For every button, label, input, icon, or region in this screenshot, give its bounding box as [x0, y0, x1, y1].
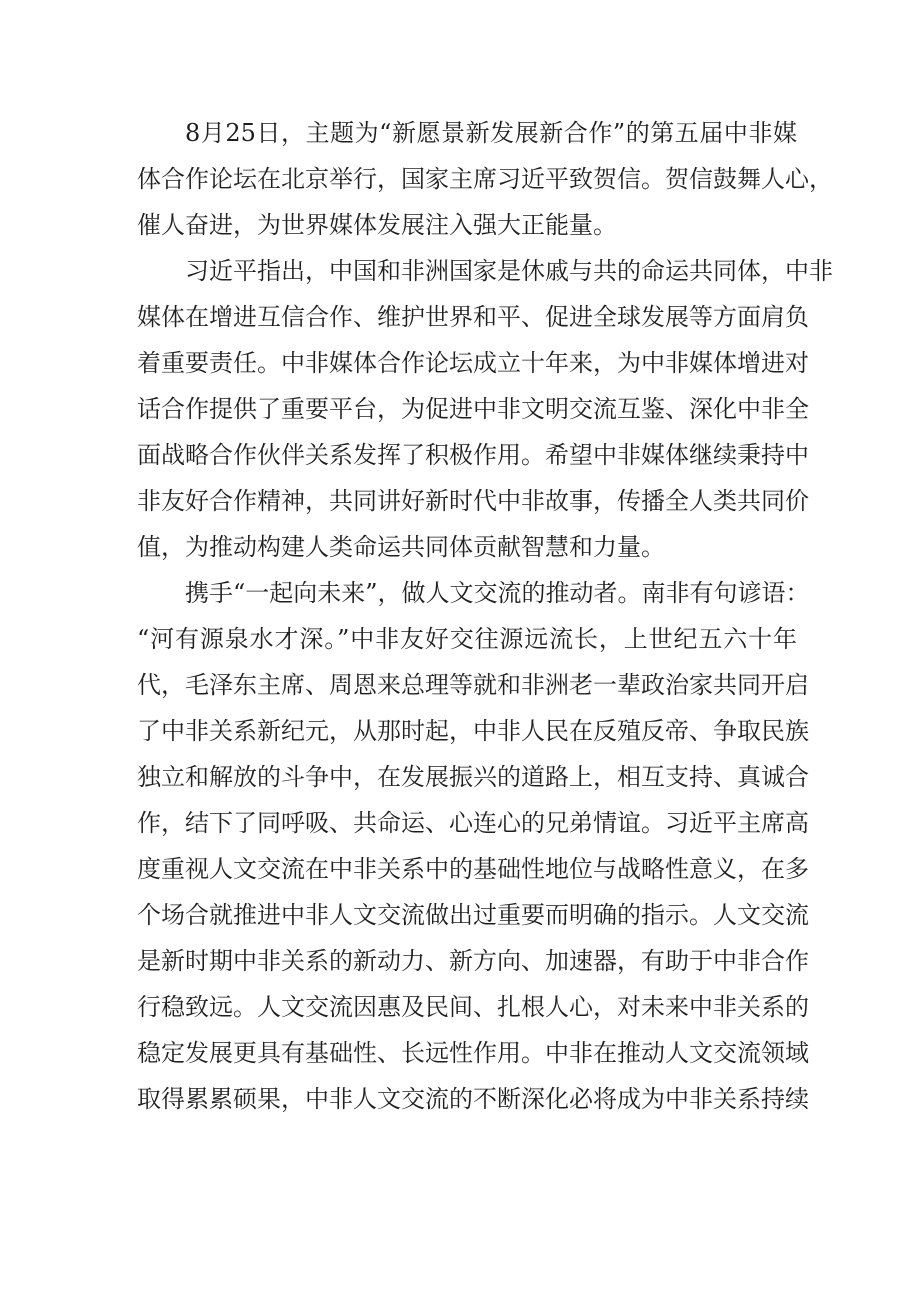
text-line: 习近平指出，中国和非洲国家是休戚与共的命运共同体，中非 [185, 257, 833, 285]
text-line: 个场合就推进中非人文交流做出过重要而明确的指示。人文交流 [137, 901, 809, 929]
text-line: 稳定发展更具有基础性、长远性作用。中非在推动人文交流领域 [137, 1039, 809, 1067]
text-line: 面战略合作伙伴关系发挥了积极作用。希望中非媒体继续秉持中 [137, 441, 809, 469]
text-line: 着重要责任。中非媒体合作论坛成立十年来，为中非媒体增进对 [137, 349, 809, 377]
text-line: 了中非关系新纪元，从那时起，中非人民在反殖反帝、争取民族 [137, 717, 809, 745]
text-line: 携手“一起向未来”，做人文交流的推动者。南非有句谚语： [185, 579, 810, 607]
text-line: 作，结下了同呼吸、共命运、心连心的兄弟情谊。习近平主席高 [137, 809, 809, 837]
article-body [137, 110, 833, 1122]
text-line: 值，为推动构建人类命运共同体贡献智慧和力量。 [137, 533, 665, 561]
paragraph-2 [137, 248, 833, 570]
text-line: 是新时期中非关系的新动力、新方向、加速器，有助于中非合作 [137, 947, 809, 975]
text-line: 度重视人文交流在中非关系中的基础性地位与战略性意义，在多 [137, 855, 809, 883]
text-line: 非友好合作精神，共同讲好新时代中非故事，传播全人类共同价 [137, 487, 809, 515]
text-line: 取得累累硕果，中非人文交流的不断深化必将成为中非关系持续 [137, 1085, 809, 1113]
text-line: 代，毛泽东主席、周恩来总理等就和非洲老一辈政治家共同开启 [137, 671, 809, 699]
text-line: 媒体在增进互信合作、维护世界和平、促进全球发展等方面肩负 [137, 303, 809, 331]
paragraph-1 [137, 110, 833, 248]
text-line: “河有源泉水才深。”中非友好交往源远流长，上世纪五六十年 [137, 625, 797, 653]
text-line: 话合作提供了重要平台，为促进中非文明交流互鉴、深化中非全 [137, 395, 809, 423]
text-line: 独立和解放的斗争中，在发展振兴的道路上，相互支持、真诚合 [137, 763, 809, 791]
text-line: 体合作论坛在北京举行，国家主席习近平致贺信。贺信鼓舞人心， [137, 165, 833, 193]
text-line: 行稳致远。人文交流因惠及民间、扎根人心，对未来中非关系的 [137, 993, 809, 1021]
paragraph-3 [137, 570, 810, 1122]
text-line: 催人奋进，为世界媒体发展注入强大正能量。 [137, 211, 617, 239]
text-line: 8月25日，主题为“新愿景新发展新合作”的第五届中非媒 [185, 119, 797, 147]
